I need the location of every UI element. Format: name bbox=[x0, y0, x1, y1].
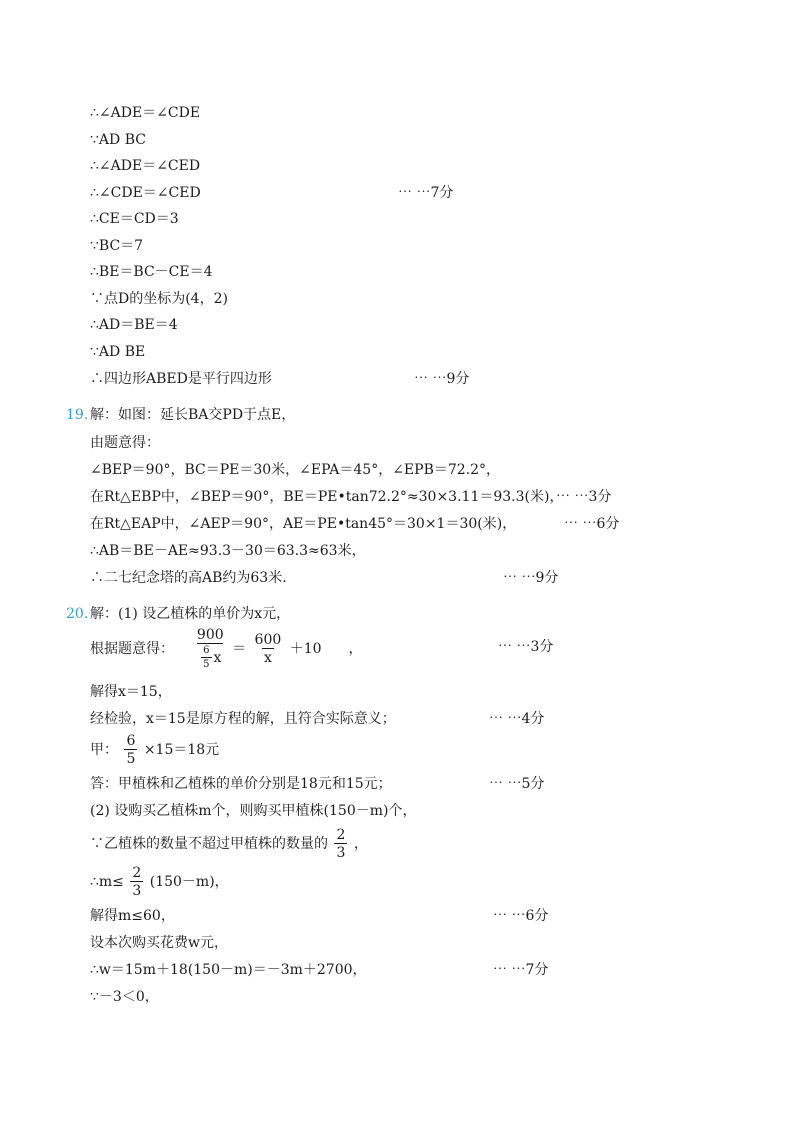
solution-line: 解得m≤60， bbox=[90, 908, 175, 924]
solution-line bbox=[90, 826, 368, 862]
equation-tail: ＋10 bbox=[289, 641, 322, 657]
score-marker: ⋯ ⋯6分 bbox=[564, 516, 620, 532]
solution-line: ∴w＝15m＋18(150－m)＝－3m＋2700， bbox=[90, 962, 367, 978]
line-tail: (150－m)， bbox=[149, 874, 229, 890]
proof-line: ∴∠ADE＝∠CED bbox=[90, 158, 201, 174]
solution-line bbox=[90, 732, 219, 768]
numerator: 2 bbox=[336, 827, 346, 843]
score-marker: ⋯ ⋯3分 bbox=[498, 639, 554, 655]
equation-line bbox=[90, 628, 362, 670]
line-tail: ， bbox=[353, 836, 368, 852]
line-prefix: ∴m≤ bbox=[90, 874, 124, 890]
proof-line: ∵AD BC bbox=[90, 132, 146, 148]
numerator: 6 bbox=[126, 733, 136, 749]
line-tail: ×15＝18元 bbox=[143, 742, 220, 758]
solution-line bbox=[90, 864, 229, 900]
question-number: 19. bbox=[66, 407, 89, 423]
numerator: 2 bbox=[132, 865, 142, 881]
proof-line: ∴∠ADE＝∠CDE bbox=[90, 105, 201, 121]
solution-line: ∵－3＜0， bbox=[90, 989, 159, 1005]
solution-line: ∠BEP＝90°，BC＝PE＝30米，∠EPA＝45°，∠EPB＝72.2°， bbox=[90, 462, 501, 478]
inner-fraction bbox=[201, 646, 211, 670]
numerator: 600 bbox=[254, 632, 282, 648]
proof-line: ∴BE＝BC－CE＝4 bbox=[90, 264, 213, 280]
score-marker: ⋯ ⋯4分 bbox=[489, 711, 545, 727]
fraction bbox=[130, 866, 143, 898]
numerator: 6 bbox=[203, 645, 210, 656]
equation-fraction-left bbox=[195, 628, 226, 670]
fraction bbox=[334, 828, 347, 860]
score-marker: ⋯ ⋯5分 bbox=[489, 776, 545, 792]
proof-line: ∵点D的坐标为(4，2) bbox=[90, 291, 228, 307]
score-marker: ⋯ ⋯9分 bbox=[414, 371, 470, 387]
proof-line: ∴CE＝CD＝3 bbox=[90, 211, 179, 227]
score-marker: ⋯ ⋯7分 bbox=[398, 185, 454, 201]
variable: x bbox=[213, 650, 222, 666]
denominator: 3 bbox=[336, 845, 346, 861]
solution-line: ∴AB＝BE－AE≈93.3－30＝63.3≈63米， bbox=[90, 543, 366, 559]
solution-line: 解：(1) 设乙植株的单价为x元， bbox=[90, 606, 291, 622]
equals-sign: ＝ bbox=[232, 641, 247, 657]
denominator: x bbox=[263, 650, 272, 666]
proof-line: ∴四边形ABED是平行四边形 bbox=[90, 371, 272, 387]
score-marker: ⋯ ⋯7分 bbox=[493, 962, 549, 978]
solution-line: 经检验，x＝15是原方程的解，且符合实际意义； bbox=[90, 711, 396, 727]
line-prefix: ∵乙植株的数量不超过甲植株的数量的 bbox=[90, 836, 328, 852]
solution-line: (2) 设购买乙植株m个，则购买甲植株(150－m)个， bbox=[90, 803, 417, 819]
solution-line: 在Rt△EBP中，∠BEP＝90°，BE＝PE•tan72.2°≈30×3.11＝93.3(米)， bbox=[90, 489, 564, 505]
solution-line: 在Rt△EAP中，∠AEP＝90°，AE＝PE•tan45°＝30×1＝30(米)， bbox=[90, 516, 517, 532]
solution-line: 解：如图：延长BA交PD于点E， bbox=[90, 407, 296, 423]
score-marker: ⋯ ⋯6分 bbox=[493, 908, 549, 924]
equation-fraction-right bbox=[253, 633, 284, 665]
fraction bbox=[124, 734, 137, 766]
equation-comma: ， bbox=[348, 641, 363, 657]
denominator: 3 bbox=[132, 883, 142, 899]
proof-line: ∵BC＝7 bbox=[90, 238, 144, 254]
solution-line: 由题意得： bbox=[90, 435, 160, 451]
proof-line: ∵AD BE bbox=[90, 344, 146, 360]
denominator: 5 bbox=[126, 751, 136, 767]
proof-line: ∴AD＝BE＝4 bbox=[90, 317, 178, 333]
line-prefix: 甲： bbox=[90, 742, 118, 758]
denominator: 5 bbox=[203, 659, 210, 670]
solution-line: 设本次购买花费w元， bbox=[90, 935, 228, 951]
question-number: 20. bbox=[66, 606, 89, 622]
proof-line: ∴∠CDE＝∠CED bbox=[90, 185, 201, 201]
solution-line: ∴二七纪念塔的高AB约为63米. bbox=[90, 570, 287, 586]
score-marker: ⋯ ⋯9分 bbox=[503, 570, 559, 586]
equation-prefix: 根据题意得： bbox=[90, 641, 174, 657]
score-marker: ⋯ ⋯3分 bbox=[556, 489, 612, 505]
denominator bbox=[197, 643, 223, 670]
solution-line: 答：甲植株和乙植株的单价分别是18元和15元； bbox=[90, 776, 392, 792]
numerator: 900 bbox=[196, 627, 224, 643]
solution-line: 解得x＝15， bbox=[90, 684, 172, 700]
